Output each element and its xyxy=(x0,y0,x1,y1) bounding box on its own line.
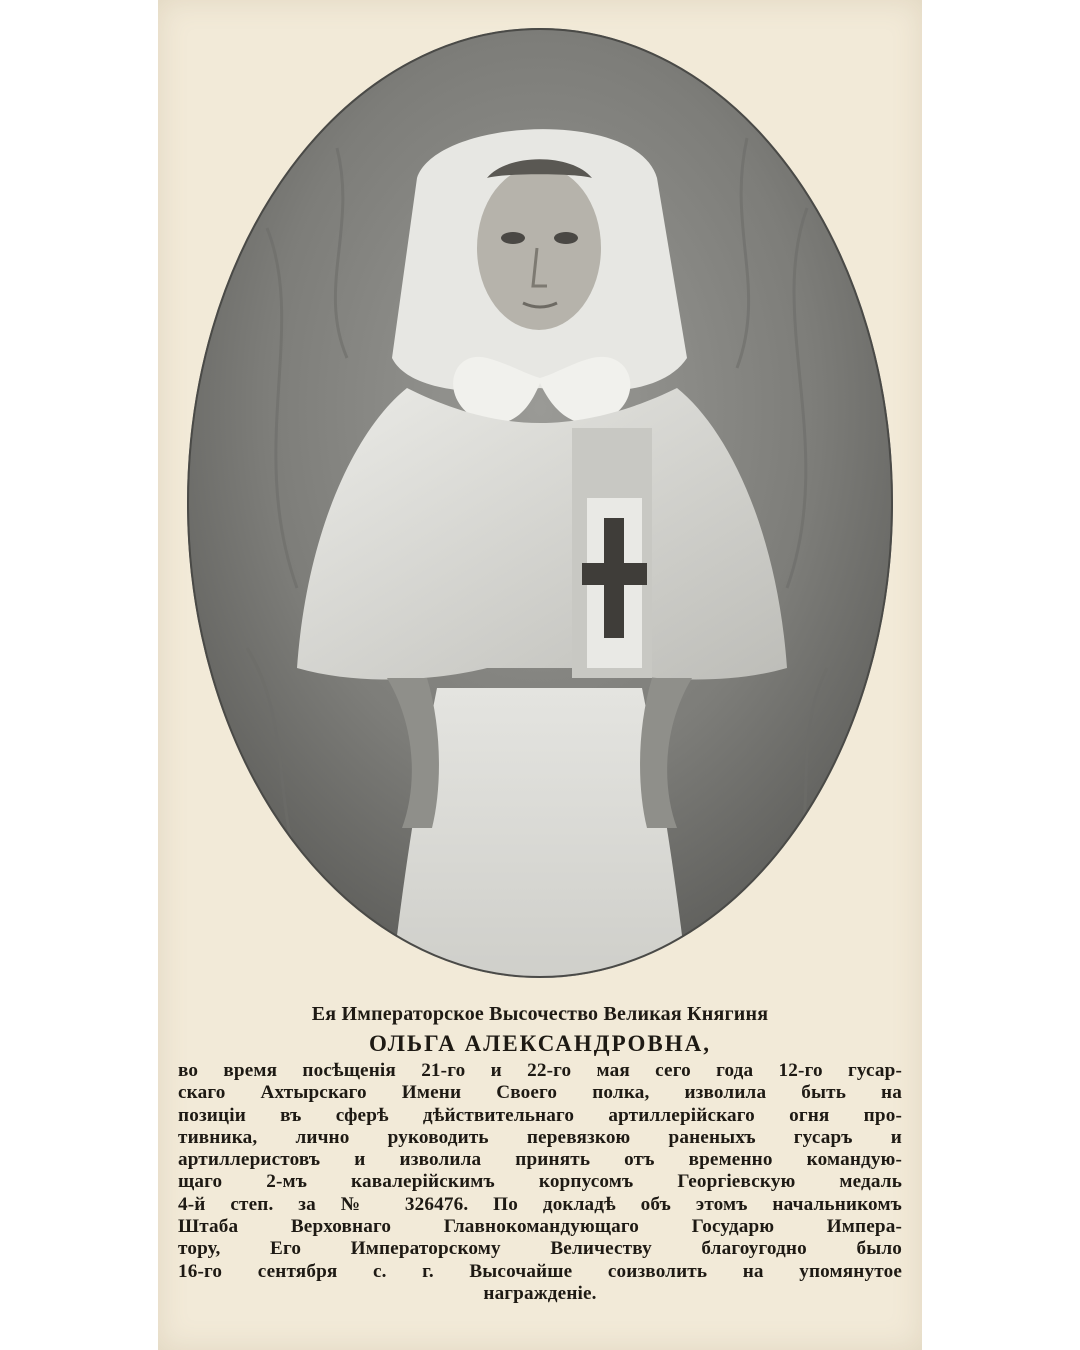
caption-line: скаго Ахтырскаго Имени Своего полка, изволила быть на xyxy=(178,1082,902,1104)
caption-line: щаго 2-мъ кавалерійскимъ корпусомъ Георгіевскую медаль xyxy=(178,1171,902,1193)
caption-line: 4-й степ. за № 326476. По докладѣ объ этомъ начальникомъ xyxy=(178,1193,902,1215)
caption-name: ОЛЬГА АЛЕКСАНДРОВНА, xyxy=(369,1031,711,1056)
caption-line: Штаба Верховнаго Главнокомандующаго Государю Импера- xyxy=(178,1216,902,1238)
caption-line: артиллеристовъ и изволила принять отъ временно командую- xyxy=(178,1149,902,1171)
caption-line: позиціи въ сферѣ дѣйствительнаго артиллерійскаго огня про- xyxy=(178,1104,902,1126)
caption-line: 16-го сентября с. г. Высочайше соизволить на упомянутое xyxy=(178,1260,902,1282)
caption-line: награжденіе. xyxy=(483,1282,597,1304)
caption-title: Ея Императорское Высочество Великая Княгиня xyxy=(311,1003,769,1025)
caption-line: тору, Его Императорскому Величеству благоугодно было xyxy=(178,1238,902,1260)
oval-portrait xyxy=(187,28,893,978)
caption-body xyxy=(178,1060,902,1305)
newspaper-page xyxy=(158,0,922,1350)
caption-line: во время посѣщенія 21-го и 22-го мая сего года 12-го гусар- xyxy=(178,1060,902,1081)
portrait-photo xyxy=(187,28,893,978)
caption-line: тивника, лично руководить перевязкою раненыхъ гусаръ и xyxy=(178,1126,902,1148)
photo-caption xyxy=(178,1000,902,1305)
